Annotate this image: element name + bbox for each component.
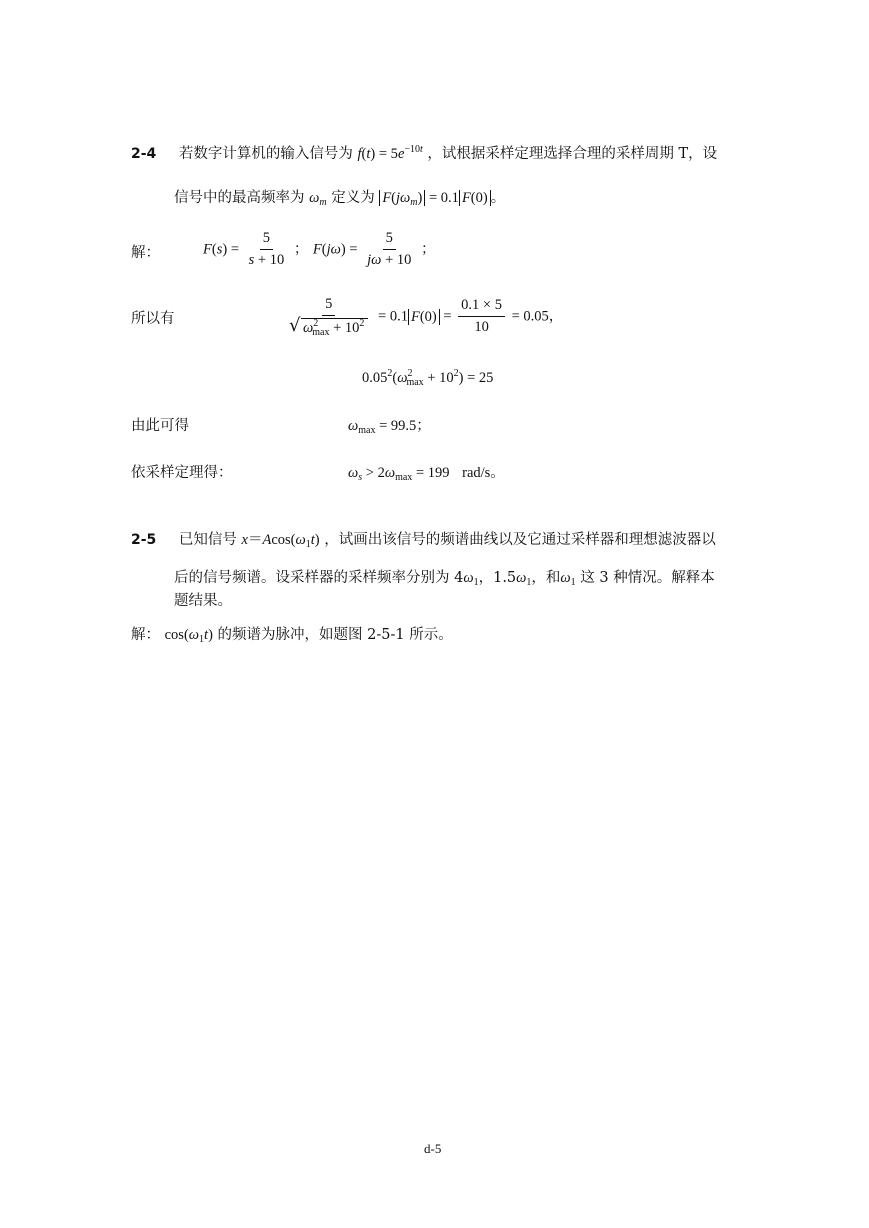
solution-label: 解：: [131, 627, 160, 643]
solution-2-5-line: 解： $\cos(\omega_1t)$ 的频谱为脉冲，如题图 2-5-1 所示。: [131, 627, 453, 645]
problem-text-tail: ，试画出该信号的频谱曲线以及它通过采样器和理想滤波器以: [324, 532, 716, 548]
problem-2-4-line-1: 2-4 若数字计算机的输入信号为 $f(t) = 5e^{-10t}$ ，试根据采样定理选择合理的采样周期 T，设: [131, 144, 718, 162]
formula-magnitude-equation: 5 √ $\omega^2_{max} + 10^2$ = 0.1 F(0) = $\frac{0.1 \times 5}{10}$ = 0.05，: [284, 296, 563, 337]
formula-transfer-functions: F(s) = $\frac{5}{s + 10}$ ； F(jω) = $\frac{5}{j\omega + 10}$ ；: [203, 230, 436, 268]
problem-text-tail: 这 3 种情况。解释本: [580, 570, 715, 586]
problem-text: 若数字计算机的输入信号为: [178, 146, 353, 162]
formula-squared-equation: $0.05^2(\omega^2_{max} + 10^2) = 25$: [362, 368, 494, 388]
label-youci: 由此可得: [131, 418, 189, 434]
problem-text-a: ，1.5: [478, 570, 517, 586]
omega-max-value: 99.5: [390, 418, 417, 434]
label-suoyi: 所以有: [131, 311, 175, 327]
problem-text: 后的信号频谱。设采样器的采样频率分别为 4: [174, 570, 464, 586]
formula-f-t: f: [357, 146, 362, 162]
formula-abs-f-jwm: $F(j\omega_m)$: [379, 190, 425, 206]
problem-2-5-line-3: 题结果。: [174, 593, 232, 609]
formula-omega-m: $\omega_m$: [309, 190, 327, 208]
problem-2-5-line-1: 2-5 已知信号 $x=Acos(\omega_1t)$ ，试画出该信号的频谱曲线以及它通过采样器和理想滤波器以: [131, 532, 716, 550]
omega-s-value: 199: [427, 465, 450, 481]
formula-sampling-rate: $\omega_s > 2\omega_{max} = 199$ rad/s。: [348, 465, 505, 483]
solution-label: 解：: [131, 245, 160, 261]
problem-number: 2-4: [131, 146, 157, 162]
problem-text-b: ，和: [531, 570, 561, 586]
problem-text-tail: 。: [490, 190, 506, 206]
formula-omega-max-result: $\omega_{max} = 99.5$；: [348, 418, 431, 436]
label-yi: 依采样定理得：: [131, 465, 233, 481]
solution-text: 的频谱为脉冲，如题图 2-5-1 所示。: [217, 627, 453, 643]
omega-s-unit: rad/s。: [462, 465, 505, 481]
problem-2-4-line-2: 信号中的最高频率为 $\omega_m$ 定义为 $F(j\omega_m) = 0.1$ F(0) 。: [174, 190, 506, 208]
formula-abs-f0: F(0): [459, 190, 491, 206]
problem-text-mid: 定义为: [331, 190, 375, 206]
problem-text: 信号中的最高频率为: [174, 190, 305, 206]
page-number: d-5: [424, 1141, 442, 1156]
problem-number: 2-5: [131, 532, 157, 548]
problem-2-5-line-2: 后的信号频谱。设采样器的采样频率分别为 $4\omega_1$，$1.5\omega_1$，和$\omega_1$ 这 3 种情况。解释本: [174, 570, 715, 588]
problem-text-tail: ，试根据采样定理选择合理的采样周期 T，设: [427, 146, 718, 162]
problem-text: 已知信号: [178, 532, 237, 548]
